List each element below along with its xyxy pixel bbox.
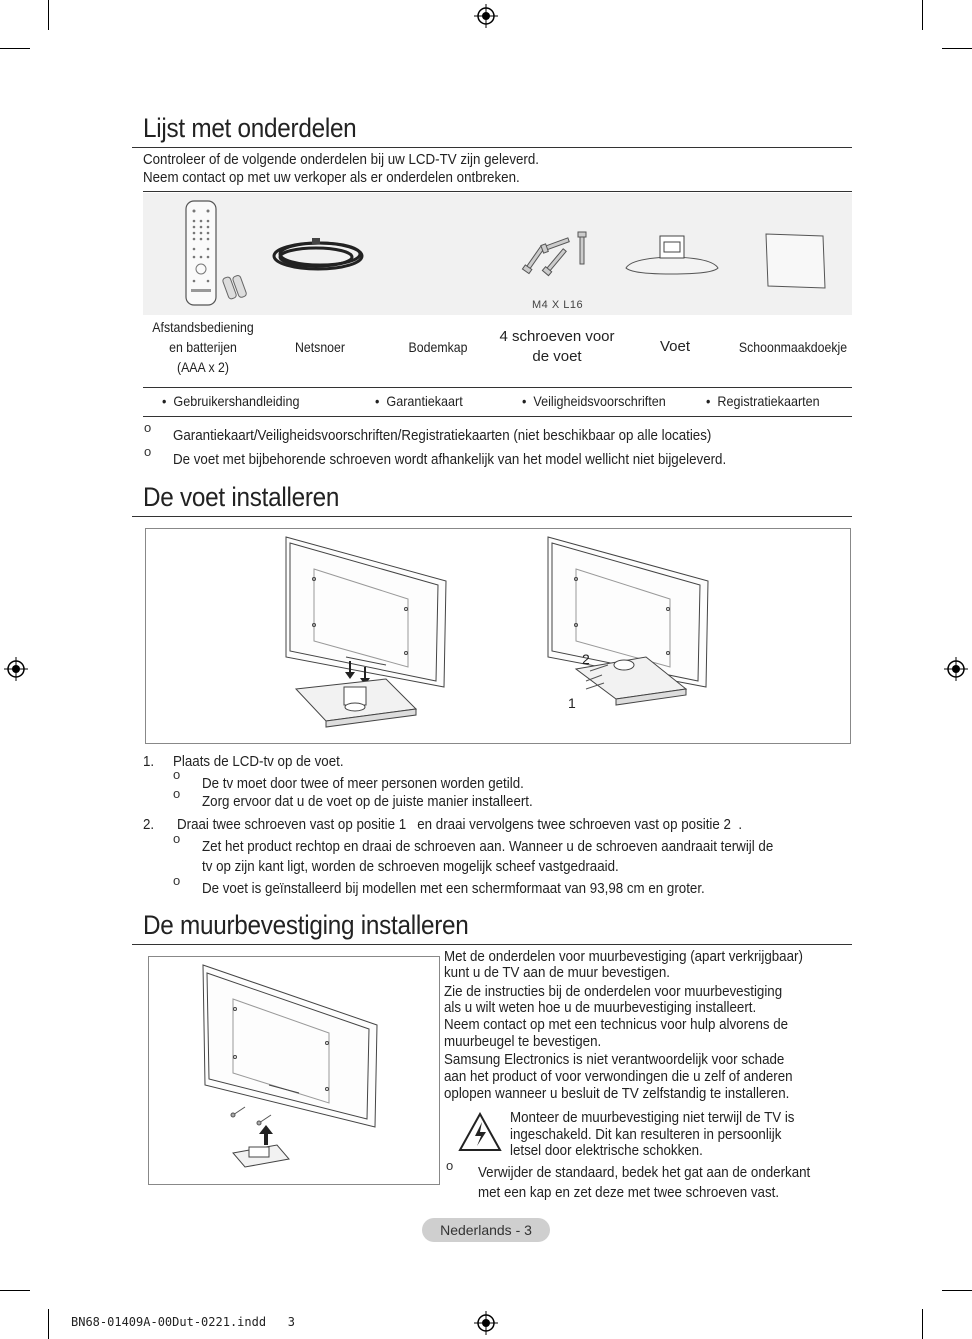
bullet-text: Garantiekaart	[386, 393, 463, 409]
section-title-wall-mount: De muurbevestiging installeren	[143, 910, 469, 940]
step-1-note: De tv moet door twee of meer personen worden getild.	[202, 776, 524, 792]
step-2-note: tv op zijn kant ligt, worden de schroeven mogelijk scheef vastgedraaid.	[202, 859, 619, 875]
bullet-text: Gebruikershandleiding	[173, 393, 300, 409]
bullet-text: Veiligheidsvoorschriften	[533, 393, 666, 409]
step-2-text: Draai twee schroeven vast op positie 1 en draai vervolgens twee schroeven vast op positie 2 .	[177, 817, 743, 833]
crop-mark	[922, 1309, 923, 1339]
note-text: De voet met bijbehorende schroeven wordt afhankelijk van het model wellicht niet bijgeleverd.	[173, 452, 727, 468]
section-title-stand: De voet installeren	[143, 482, 340, 512]
crop-mark	[48, 0, 49, 30]
wall-mount-figure	[148, 956, 440, 1185]
cleaning-cloth-icon	[763, 232, 827, 290]
note-text: Garantiekaart/Veiligheidsvoorschriften/Registratiekaarten (niet beschikbaar op alle locaties)	[173, 428, 712, 444]
screws-icon	[518, 230, 593, 278]
step-number: 1.	[143, 754, 155, 770]
power-cord-icon	[268, 232, 373, 277]
bullet-item: • Garantiekaart	[375, 393, 463, 409]
note-icon: o	[173, 831, 181, 846]
note-icon: o	[173, 873, 181, 888]
stand-icon	[622, 230, 722, 278]
step-number: 2.	[143, 817, 155, 833]
note-icon: o	[144, 444, 152, 459]
warning-text: Monteer de muurbevestiging niet terwijl de TV is	[510, 1110, 795, 1126]
stand-install-figure	[145, 528, 851, 744]
print-file-footer: BN68-01409A-00Dut-0221.indd 3	[71, 1315, 295, 1329]
part-label-line: Voet	[659, 338, 691, 355]
position-label-1: 1	[568, 695, 576, 711]
step-2-note: De voet is geïnstalleerd bij modellen met een schermformaat van 93,98 cm en groter.	[202, 881, 705, 897]
warning-text: ingeschakeld. Dit kan resulteren in persoonlijk	[510, 1127, 782, 1143]
wall-mount-para: oplopen wanneer u besluit de TV zelfstandig te installeren.	[444, 1086, 790, 1102]
registration-mark-icon	[944, 657, 968, 681]
part-label-stand	[630, 337, 720, 357]
page-number-badge: Nederlands - 3	[422, 1218, 550, 1242]
registration-mark-icon	[474, 4, 498, 28]
crop-mark	[0, 1290, 30, 1291]
part-label-line: Bodemkap	[408, 339, 468, 355]
wall-mount-para: Neem contact op met een technicus voor hulp alvorens de	[444, 1017, 789, 1033]
note-icon: o	[173, 786, 181, 801]
bullet-text: Registratiekaarten	[717, 393, 820, 409]
crop-mark	[0, 48, 30, 49]
intro-line-2: Neem contact op met uw verkoper als er onderdelen ontbreken.	[143, 170, 520, 186]
part-label-line: de voet	[532, 348, 582, 365]
crop-mark	[942, 48, 972, 49]
crop-mark	[922, 0, 923, 30]
wall-mount-para: aan het product of voor verwondingen die u zelf of anderen	[444, 1069, 793, 1085]
part-label-line: Netsnoer	[295, 339, 345, 355]
wall-mount-para: als u wilt weten hoe u de muurbevestiging installeert.	[444, 1000, 757, 1016]
title-rule	[132, 516, 852, 517]
wall-mount-para: Met de onderdelen voor muurbevestiging (apart verkrijgbaar)	[444, 949, 803, 965]
part-label-cover	[394, 337, 482, 357]
step-1-text: Plaats de LCD-tv op de voet.	[173, 754, 344, 770]
part-label-line: Schoonmaakdoekje	[738, 339, 848, 355]
part-label-remote	[149, 317, 256, 377]
table-mid-rule	[143, 387, 852, 388]
section-title-parts: Lijst met onderdelen	[143, 113, 357, 143]
tv-back-stand-illustration	[146, 529, 850, 743]
bullet-item: • Veiligheidsvoorschriften	[522, 393, 666, 409]
wall-mount-note: Verwijder de standaard, bedek het gat aan de onderkant	[478, 1165, 811, 1181]
wall-mount-note: met een kap en zet deze met twee schroeven vast.	[478, 1185, 780, 1201]
wall-mount-para: Zie de instructies bij de onderdelen voor muurbevestiging	[444, 984, 783, 1000]
step-2-note: Zet het product rechtop en draai de schroeven aan. Wanneer u de schroeven aandraait terwijl de	[202, 839, 774, 855]
intro-line-1: Controleer of de volgende onderdelen bij uw LCD-TV zijn geleverd.	[143, 152, 539, 168]
remote-control-icon	[180, 199, 260, 309]
wall-mount-para: Samsung Electronics is niet verantwoordelijk voor schade	[444, 1052, 785, 1068]
note-icon: o	[173, 767, 181, 782]
registration-mark-icon	[4, 657, 28, 681]
part-label-line: (AAA x 2)	[176, 359, 230, 375]
table-top-rule	[143, 191, 852, 192]
crop-mark	[942, 1290, 972, 1291]
bullet-item: • Registratiekaarten	[706, 393, 820, 409]
note-icon: o	[446, 1158, 454, 1173]
table-bottom-rule	[143, 416, 852, 417]
bullet-item: • Gebruikershandleiding	[162, 393, 300, 409]
tv-wall-mount-illustration	[149, 957, 439, 1184]
step-1-note: Zorg ervoor dat u de voet op de juiste manier installeert.	[202, 794, 533, 810]
part-label-line: Afstandsbediening	[152, 319, 254, 335]
part-label-cloth	[736, 337, 850, 357]
part-label-line: en batterijen	[169, 339, 237, 355]
wall-mount-para: muurbeugel te bevestigen.	[444, 1034, 602, 1050]
wall-mount-para: kunt u de TV aan de muur bevestigen.	[444, 965, 670, 981]
warning-text: letsel door elektrische schokken.	[510, 1143, 703, 1159]
part-label-line: 4 schroeven voor	[499, 328, 615, 345]
registration-mark-icon	[474, 1311, 498, 1335]
note-icon: o	[144, 420, 152, 435]
part-label-screws	[492, 327, 622, 367]
crop-mark	[48, 1309, 49, 1339]
screw-size-label: M4 X L16	[532, 299, 584, 311]
position-label-2: 2	[582, 651, 590, 667]
title-rule	[132, 944, 852, 945]
part-label-power-cord	[276, 337, 364, 357]
electric-shock-warning-icon	[458, 1112, 502, 1152]
title-rule	[132, 147, 852, 148]
